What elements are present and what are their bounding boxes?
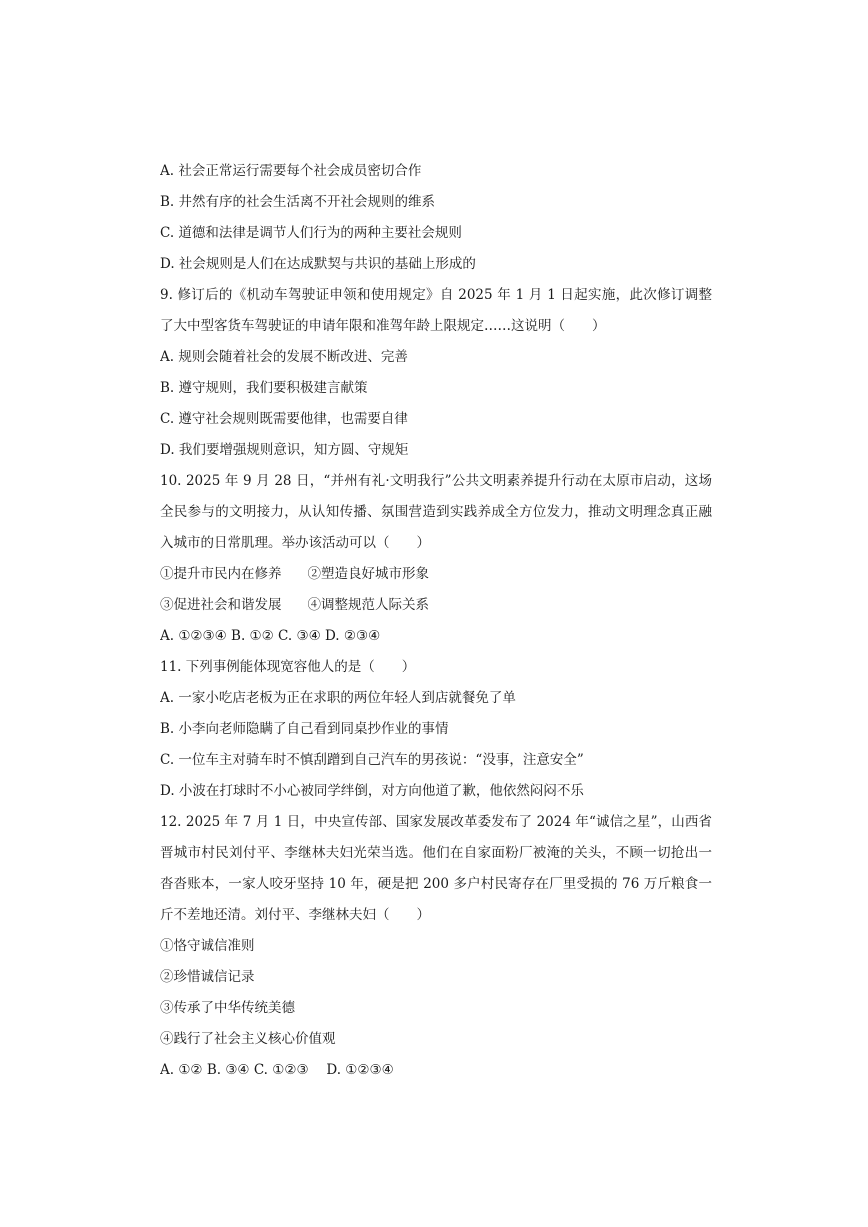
q9-option-d: D. 我们要增强规则意识，知方圆、守规矩 — [160, 442, 409, 458]
q12-item-2: ②珍惜诚信记录 — [160, 969, 255, 985]
q9-option-b: B. 遵守规则，我们要积极建言献策 — [160, 380, 368, 396]
q8-option-d: D. 社会规则是人们在达成默契与共识的基础上形成的 — [160, 256, 476, 272]
q10-item-4: ④调整规范人际关系 — [307, 597, 429, 613]
q9-stem: 9. 修订后的《机动车驾驶证申领和使用规定》自 2025 年 1 月 1 日起实施，此次修订调整了大中型客货车驾驶证的申请年限和准驾年龄上限规定……这说明（ ） — [160, 287, 712, 334]
q8-option-b: B. 井然有序的社会生活离不开社会规则的维系 — [160, 194, 436, 210]
q12-answer-choices: A. ①② B. ③④ C. ①②③ D. ①②③④ — [160, 1062, 394, 1078]
q11-option-c: C. 一位车主对骑车时不慎刮蹭到自己汽车的男孩说：“没事，注意安全” — [160, 752, 584, 768]
q10-item-3: ③促进社会和谐发展 — [160, 597, 282, 613]
q11-stem: 11. 下列事例能体现宽容他人的是（ ） — [160, 659, 416, 675]
exam-page — [160, 156, 712, 1086]
q11-option-d: D. 小波在打球时不小心被同学绊倒，对方向他道了歉，他依然闷闷不乐 — [160, 783, 584, 799]
q12-stem: 12. 2025 年 7 月 1 日，中央宣传部、国家发展改革委发布了 2024 年“诚信之星”，山西省晋城市村民刘付平、李继林夫妇光荣当选。他们在自家面粉厂被淹的关头，不顾一切抢出一沓沓账本，一家人咬牙坚持 10 年，硬是把 200 多户村民寄存在厂里受损的 76 万斤粮食一斤不差地还清。刘付平、李继林夫妇（ ） — [160, 814, 712, 923]
q10-stem: 10. 2025 年 9 月 28 日，“并州有礼·文明我行”公共文明素养提升行动在太原市启动，这场全民参与的文明接力，从认知传播、氛围营造到实践养成全方位发力，推动文明理念真正融入城市的日常肌理。举办该活动可以（ ） — [160, 473, 712, 551]
q11-option-b: B. 小李向老师隐瞒了自己看到同桌抄作业的事情 — [160, 721, 449, 737]
q8-option-a: A. 社会正常运行需要每个社会成员密切合作 — [160, 163, 422, 179]
q10-answer-choices: A. ①②③④ B. ①② C. ③④ D. ②③④ — [160, 628, 381, 644]
q12-item-3: ③传承了中华传统美德 — [160, 1000, 295, 1016]
question-12 — [160, 807, 712, 1086]
question-10 — [160, 466, 712, 652]
q12-item-4: ④践行了社会主义核心价值观 — [160, 1031, 336, 1047]
q10-items-row-2 — [160, 590, 712, 621]
q11-option-a: A. 一家小吃店老板为正在求职的两位年轻人到店就餐免了单 — [160, 690, 516, 706]
q9-option-a: A. 规则会随着社会的发展不断改进、完善 — [160, 349, 408, 365]
question-8-options — [160, 156, 712, 280]
q10-items-row-1 — [160, 559, 712, 590]
q10-item-2: ②塑造良好城市形象 — [307, 566, 429, 582]
q10-item-1: ①提升市民内在修养 — [160, 566, 282, 582]
q8-option-c: C. 道德和法律是调节人们行为的两种主要社会规则 — [160, 225, 462, 241]
question-11 — [160, 652, 712, 807]
q9-option-c: C. 遵守社会规则既需要他律，也需要自律 — [160, 411, 408, 427]
q12-item-1: ①恪守诚信准则 — [160, 938, 255, 954]
question-9 — [160, 280, 712, 466]
